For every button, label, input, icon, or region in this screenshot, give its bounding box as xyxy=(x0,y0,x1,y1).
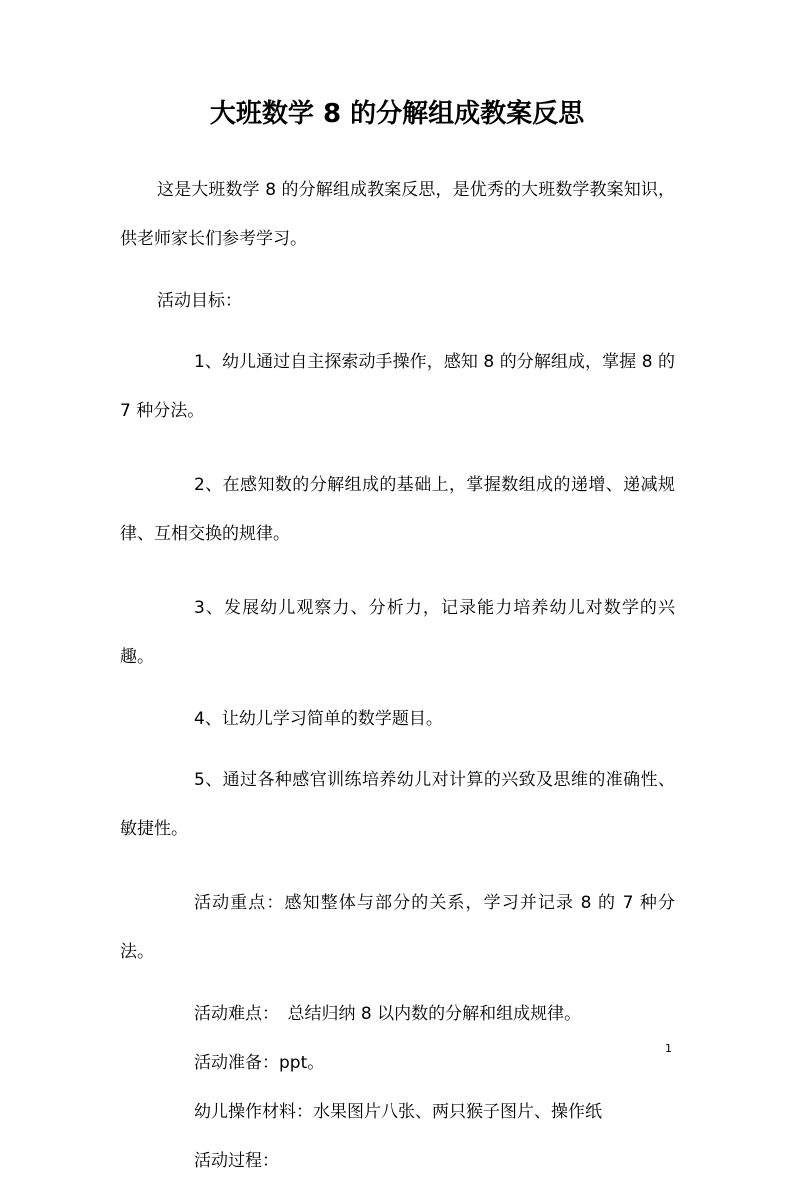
process-heading: 活动过程： xyxy=(194,1151,279,1171)
goals-heading: 活动目标： xyxy=(157,291,242,311)
goal-item-5: 5、通过各种感官训练培养幼儿对计算的兴致及思维的准确性、敏捷性。 xyxy=(120,770,675,839)
preparation-paragraph: 活动准备：ppt。 xyxy=(194,1053,325,1073)
goal-item-3: 3、发展幼儿观察力、分析力，记录能力培养幼儿对数学的兴趣。 xyxy=(120,598,675,667)
intro-paragraph: 这是大班数学 8 的分解组成教案反思，是优秀的大班数学教案知识，供老师家长们参考学习。 xyxy=(120,180,675,249)
key-point-paragraph: 活动重点：感知整体与部分的关系，学习并记录 8 的 7 种分法。 xyxy=(120,893,675,962)
goal-item-2: 2、在感知数的分解组成的基础上，掌握数组成的递增、递减规律、互相交换的规律。 xyxy=(120,475,675,544)
page-number: 1 xyxy=(665,1042,672,1055)
document-body xyxy=(120,166,675,1198)
document-title: 大班数学 8 的分解组成教案反思 xyxy=(209,99,585,129)
goal-item-1: 1、幼儿通过自主探索动手操作，感知 8 的分解组成，掌握 8 的 7 种分法。 xyxy=(120,352,675,421)
materials-paragraph: 幼儿操作材料：水果图片八张、两只猴子图片、操作纸 xyxy=(194,1102,602,1122)
difficulty-paragraph: 活动难点： 总结归纳 8 以内数的分解和组成规律。 xyxy=(194,1004,582,1024)
goal-item-4: 4、让幼儿学习简单的数学题目。 xyxy=(194,709,443,729)
